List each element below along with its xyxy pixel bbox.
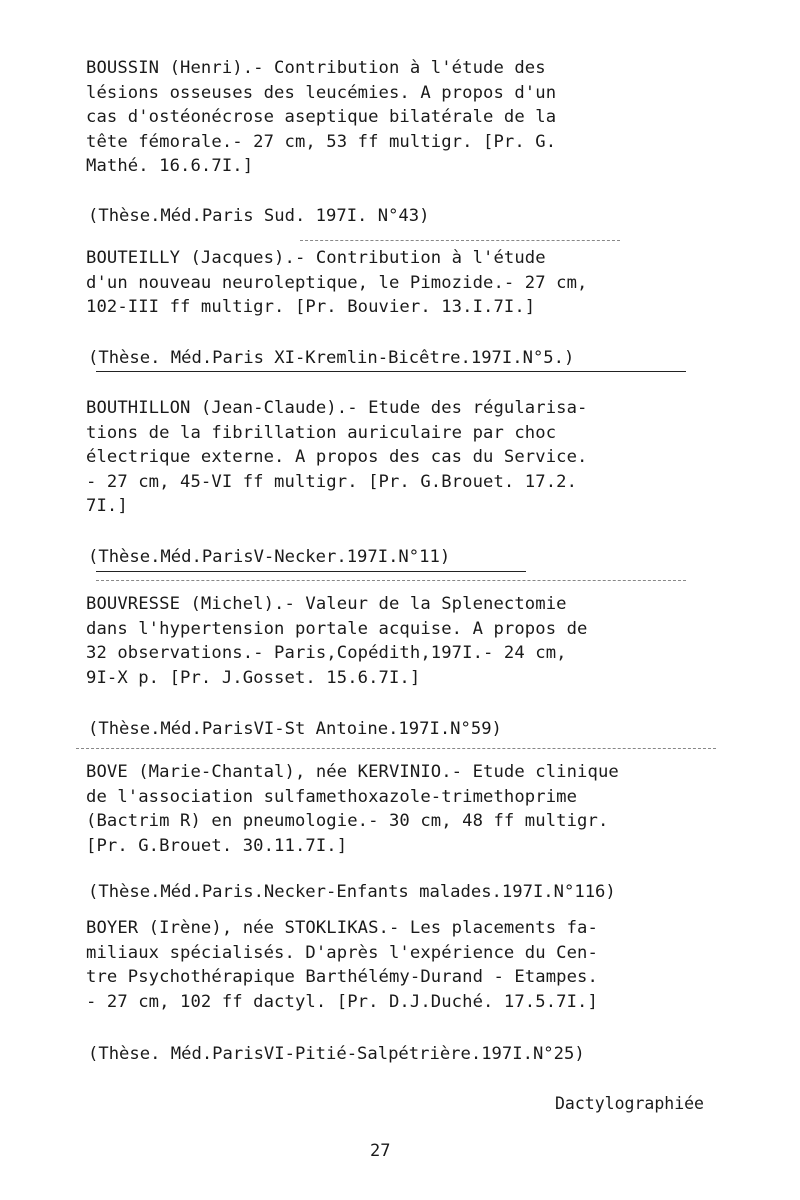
thesis-reference: (Thèse.Méd.Paris Sud. 197I. N°43) [88, 206, 430, 226]
footer-note: Dactylographiée [554, 1094, 704, 1113]
entry-line: miliaux spécialisés. D'après l'expérience du Cen- [86, 942, 598, 963]
catalog-entry [86, 56, 726, 179]
entry-line: de l'association sulfamethoxazole-trimethoprime [86, 786, 578, 807]
thesis-reference: (Thèse. Méd.ParisVI-Pitié-Salpétrière.197I.N°25) [88, 1044, 585, 1064]
entry-line: d'un nouveau neuroleptique, le Pimozide.- 27 cm, [86, 272, 588, 293]
entry-line: 9I-X p. [Pr. J.Gosset. 15.6.7I.] [86, 667, 421, 688]
entry-line: (Bactrim R) en pneumologie.- 30 cm, 48 ff multigr. [86, 811, 609, 831]
entry-line: 7I.] [86, 496, 128, 516]
entry-divider [76, 748, 716, 749]
catalog-entry [86, 916, 726, 1014]
catalog-entry [86, 760, 726, 858]
entry-line: tions de la fibrillation auriculaire par choc [86, 422, 557, 443]
entry-line: BOUTHILLON (Jean-Claude).- Etude des régularisa- [86, 398, 588, 418]
entry-line: tre Psychothérapique Barthélémy-Durand - Etampes. [86, 967, 598, 987]
entry-line: BOUTEILLY (Jacques).- Contribution à l'étude [86, 248, 546, 268]
entry-line: électrique externe. A propos des cas du Service. [86, 447, 588, 467]
entry-line: Mathé. 16.6.7I.] [86, 156, 254, 176]
catalog-entry [86, 396, 726, 519]
thesis-reference: (Thèse. Méd.Paris XI-Kremlin-Bicêtre.197I.N°5.) [88, 348, 575, 368]
entry-line: 102-III ff multigr. [Pr. Bouvier. 13.I.7I.] [86, 297, 536, 317]
entry-divider [96, 580, 686, 581]
entry-line: cas d'ostéonécrose aseptique bilatérale de la [86, 107, 557, 127]
entry-line: - 27 cm, 102 ff dactyl. [Pr. D.J.Duché. 17.5.7I.] [86, 991, 598, 1012]
entry-line: tête fémorale.- 27 cm, 53 ff multigr. [Pr. G. [86, 131, 557, 152]
thesis-reference: (Thèse.Méd.Paris.Necker-Enfants malades.197I.N°116) [88, 882, 616, 902]
thesis-reference: (Thèse.Méd.ParisVI-St Antoine.197I.N°59) [88, 719, 502, 739]
catalog-entry [86, 246, 726, 320]
entry-line: lésions osseuses des leucémies. A propos d'un [86, 82, 557, 103]
entry-line: BOYER (Irène), née STOKLIKAS.- Les placements fa- [86, 918, 598, 938]
thesis-underline [96, 571, 526, 572]
entry-line: - 27 cm, 45-VI ff multigr. [Pr. G.Brouet. 17.2. [86, 471, 578, 492]
entry-line: BOUVRESSE (Michel).- Valeur de la Splenectomie [86, 594, 567, 614]
entry-line: BOUSSIN (Henri).- Contribution à l'étude des [86, 58, 546, 78]
thesis-reference: (Thèse.Méd.ParisV-Necker.197I.N°11) [88, 547, 451, 567]
entry-line: 32 observations.- Paris,Copédith,197I.- 24 cm, [86, 643, 567, 663]
entry-line: BOVE (Marie-Chantal), née KERVINIO.- Etude clinique [86, 762, 619, 782]
catalog-entry [86, 592, 726, 690]
entry-line: dans l'hypertension portale acquise. A propos de [86, 618, 588, 639]
entry-divider [300, 240, 620, 241]
thesis-underline [96, 371, 686, 372]
page-number: 27 [370, 1141, 391, 1161]
entry-line: [Pr. G.Brouet. 30.11.7I.] [86, 835, 348, 856]
